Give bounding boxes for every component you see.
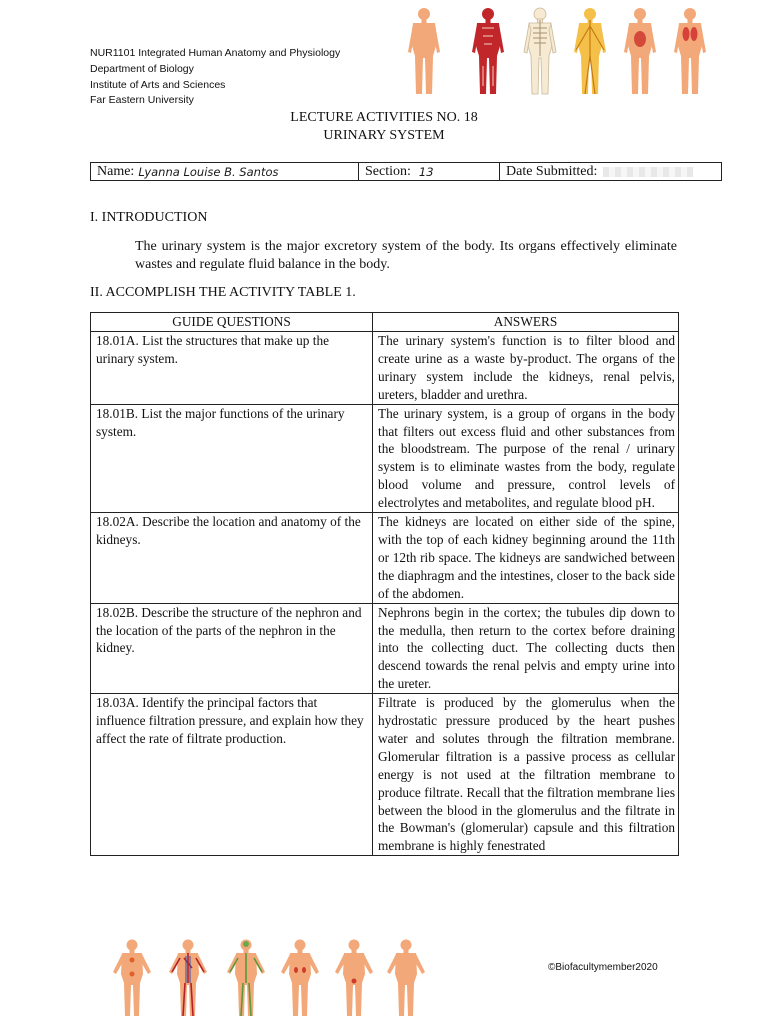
- copyright-text: ©Biofacultymember2020: [548, 962, 658, 973]
- anatomy-figures-bottom: [104, 938, 434, 1018]
- integumentary-figure-icon: [387, 940, 425, 1017]
- institute: Institute of Arts and Sciences: [90, 78, 226, 91]
- section-value: 13: [418, 164, 434, 179]
- question-cell: 18.01A. List the structures that make up the urinary system.: [91, 332, 373, 405]
- answer-cell: The urinary system's function is to filter blood and create urine as a waste by-product. The organs of the urinary system include the kidneys, renal pelvis, ureters, bladder and urethra.: [373, 332, 679, 405]
- university: Far Eastern University: [90, 94, 194, 107]
- answers-header: ANSWERS: [373, 313, 679, 332]
- table-row: [91, 513, 679, 604]
- title-line-1: LECTURE ACTIVITIES NO. 18: [290, 110, 478, 125]
- question-cell: 18.01B. List the major functions of the urinary system.: [91, 404, 373, 512]
- table-row: [91, 694, 679, 856]
- activity-heading: II. ACCOMPLISH THE ACTIVITY TABLE 1.: [90, 285, 356, 300]
- questions-header: GUIDE QUESTIONS: [91, 313, 373, 332]
- title-line-2: URINARY SYSTEM: [323, 128, 445, 143]
- department: Department of Biology: [90, 62, 194, 75]
- question-cell: 18.03A. Identify the principal factors that influence filtration pressure, and explain how they affect the rate of filtrate production.: [91, 694, 373, 856]
- name-label: Name:: [97, 163, 135, 179]
- endocrine-figure-icon: [113, 940, 151, 1017]
- table-row: [91, 332, 679, 405]
- answer-cell: The urinary system, is a group of organs in the body that filters out excess fluid and other substances from the bloodstream. The purpose of the renal / urinary system is to eliminate wastes from the body, regulate blood volume and pressure, control levels of electrolytes and metabolites, and regulate blood pH.: [373, 404, 679, 512]
- date-label: Date Submitted:: [506, 163, 598, 179]
- urinary-figure-icon: [281, 940, 319, 1017]
- table-row: [91, 404, 679, 512]
- answer-cell: Nephrons begin in the cortex; the tubules dip down to the medulla, then return to the cortex before draining into the collecting duct. The collecting ducts then descend towards the renal pelvis and empty urine into the ureter.: [373, 603, 679, 694]
- lymphatic-figure-icon: [227, 940, 265, 1017]
- question-cell: 18.02A. Describe the location and anatomy of the kidneys.: [91, 513, 373, 604]
- name-value: Lyanna Louise B. Santos: [138, 164, 279, 179]
- section-label: Section:: [365, 163, 411, 179]
- answer-cell: The kidneys are located on either side of the spine, with the top of each kidney beginning around the 11th or 12th rib space. The kidneys are sandwiched between the diaphragm and the intestines, closer to the back side of the abdomen.: [373, 513, 679, 604]
- table-row: [91, 603, 679, 694]
- course-title: NUR1101 Integrated Human Anatomy and Physiology: [90, 47, 341, 59]
- intro-heading: I. INTRODUCTION: [90, 210, 208, 225]
- question-cell: 18.02B. Describe the structure of the nephron and the location of the parts of the nephron in the kidney.: [91, 603, 373, 694]
- intro-text: The urinary system is the major excretory system of the body. Its organs effectively eliminate wastes and regulate fluid balance in the body.: [135, 239, 677, 272]
- activity-table: [90, 312, 679, 856]
- answer-cell: Filtrate is produced by the glomerulus when the hydrostatic pressure produced by the heart pushes water and solutes through the filtration membrane. Glomerular filtration is a passive process as cellular energy is not used at the filtration membrane to produce filtrate. Recall that the filtration membrane lies between the blood in the glomerulus and the filtrate in the Bowman's (glomerular) capsule and this filtration membrane is highly fenestrated: [373, 694, 679, 856]
- table-header-row: [91, 313, 679, 332]
- reproductive-figure-icon: [335, 940, 373, 1017]
- circulatory-figure-icon: [169, 940, 207, 1017]
